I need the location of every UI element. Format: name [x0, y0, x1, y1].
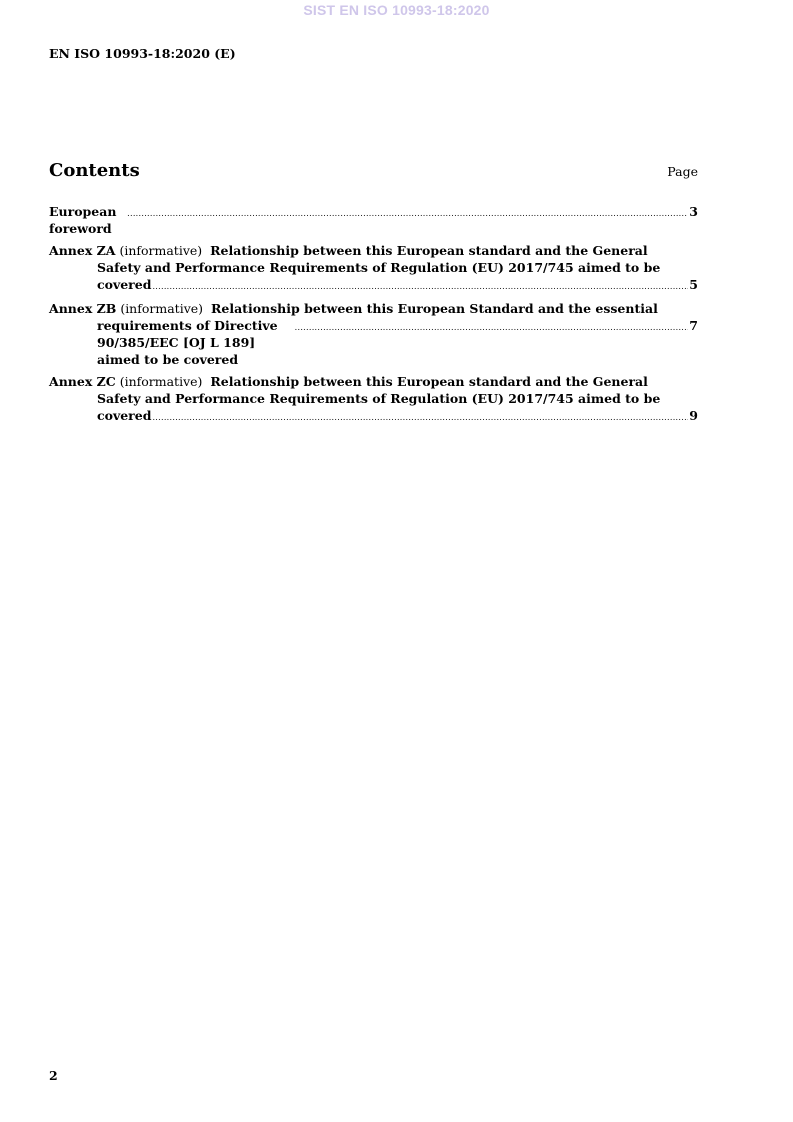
- toc-page-number: 7: [689, 318, 698, 333]
- contents-heading: Contents: [49, 160, 140, 181]
- annex-kind: (informative): [119, 243, 203, 258]
- toc-entry-title-cont[interactable]: Safety and Performance Requirements of Regulation (EU) 2017/745 aimed to be: [97, 260, 661, 275]
- toc-entry-title-cont[interactable]: Safety and Performance Requirements of Regulation (EU) 2017/745 aimed to be: [97, 391, 661, 406]
- toc-page-number: 9: [689, 408, 698, 423]
- annex-kind: (informative): [119, 374, 203, 389]
- page-number: 2: [49, 1068, 58, 1083]
- toc-entry-title-cont[interactable]: covered: [97, 277, 152, 292]
- watermark: SIST EN ISO 10993-18:2020: [303, 2, 490, 18]
- toc-entry-annex-zb[interactable]: [49, 300, 698, 368]
- toc-entry-annex-zc[interactable]: [49, 373, 698, 426]
- toc-page-number: 5: [689, 277, 698, 292]
- annex-kind: (informative): [120, 301, 204, 316]
- toc-entry-title-cont[interactable]: requirements of Directive 90/385/EEC [OJ L 189] aimed to be covered: [97, 318, 278, 367]
- dot-leader: [152, 409, 688, 426]
- table-of-contents: [49, 203, 698, 431]
- dot-leader: [295, 319, 689, 336]
- dot-leader: [127, 205, 688, 222]
- page-column-label: Page: [667, 164, 698, 179]
- dot-leader: [152, 278, 688, 295]
- toc-entry-title-cont[interactable]: covered: [97, 408, 152, 423]
- toc-entry-annex-za[interactable]: [49, 242, 698, 295]
- annex-label: Annex ZC: [49, 374, 116, 389]
- toc-entry-title[interactable]: European foreword: [49, 204, 117, 236]
- document-id: EN ISO 10993-18:2020 (E): [49, 46, 236, 61]
- toc-entry-title[interactable]: Relationship between this European Standard and the essential: [210, 301, 658, 316]
- toc-entry-title[interactable]: Relationship between this European standard and the General: [210, 243, 648, 258]
- annex-label: Annex ZB: [49, 301, 117, 316]
- toc-entry-title[interactable]: Relationship between this European standard and the General: [210, 374, 648, 389]
- annex-label: Annex ZA: [49, 243, 116, 258]
- toc-entry-foreword[interactable]: [49, 203, 698, 237]
- toc-page-number: 3: [689, 204, 698, 219]
